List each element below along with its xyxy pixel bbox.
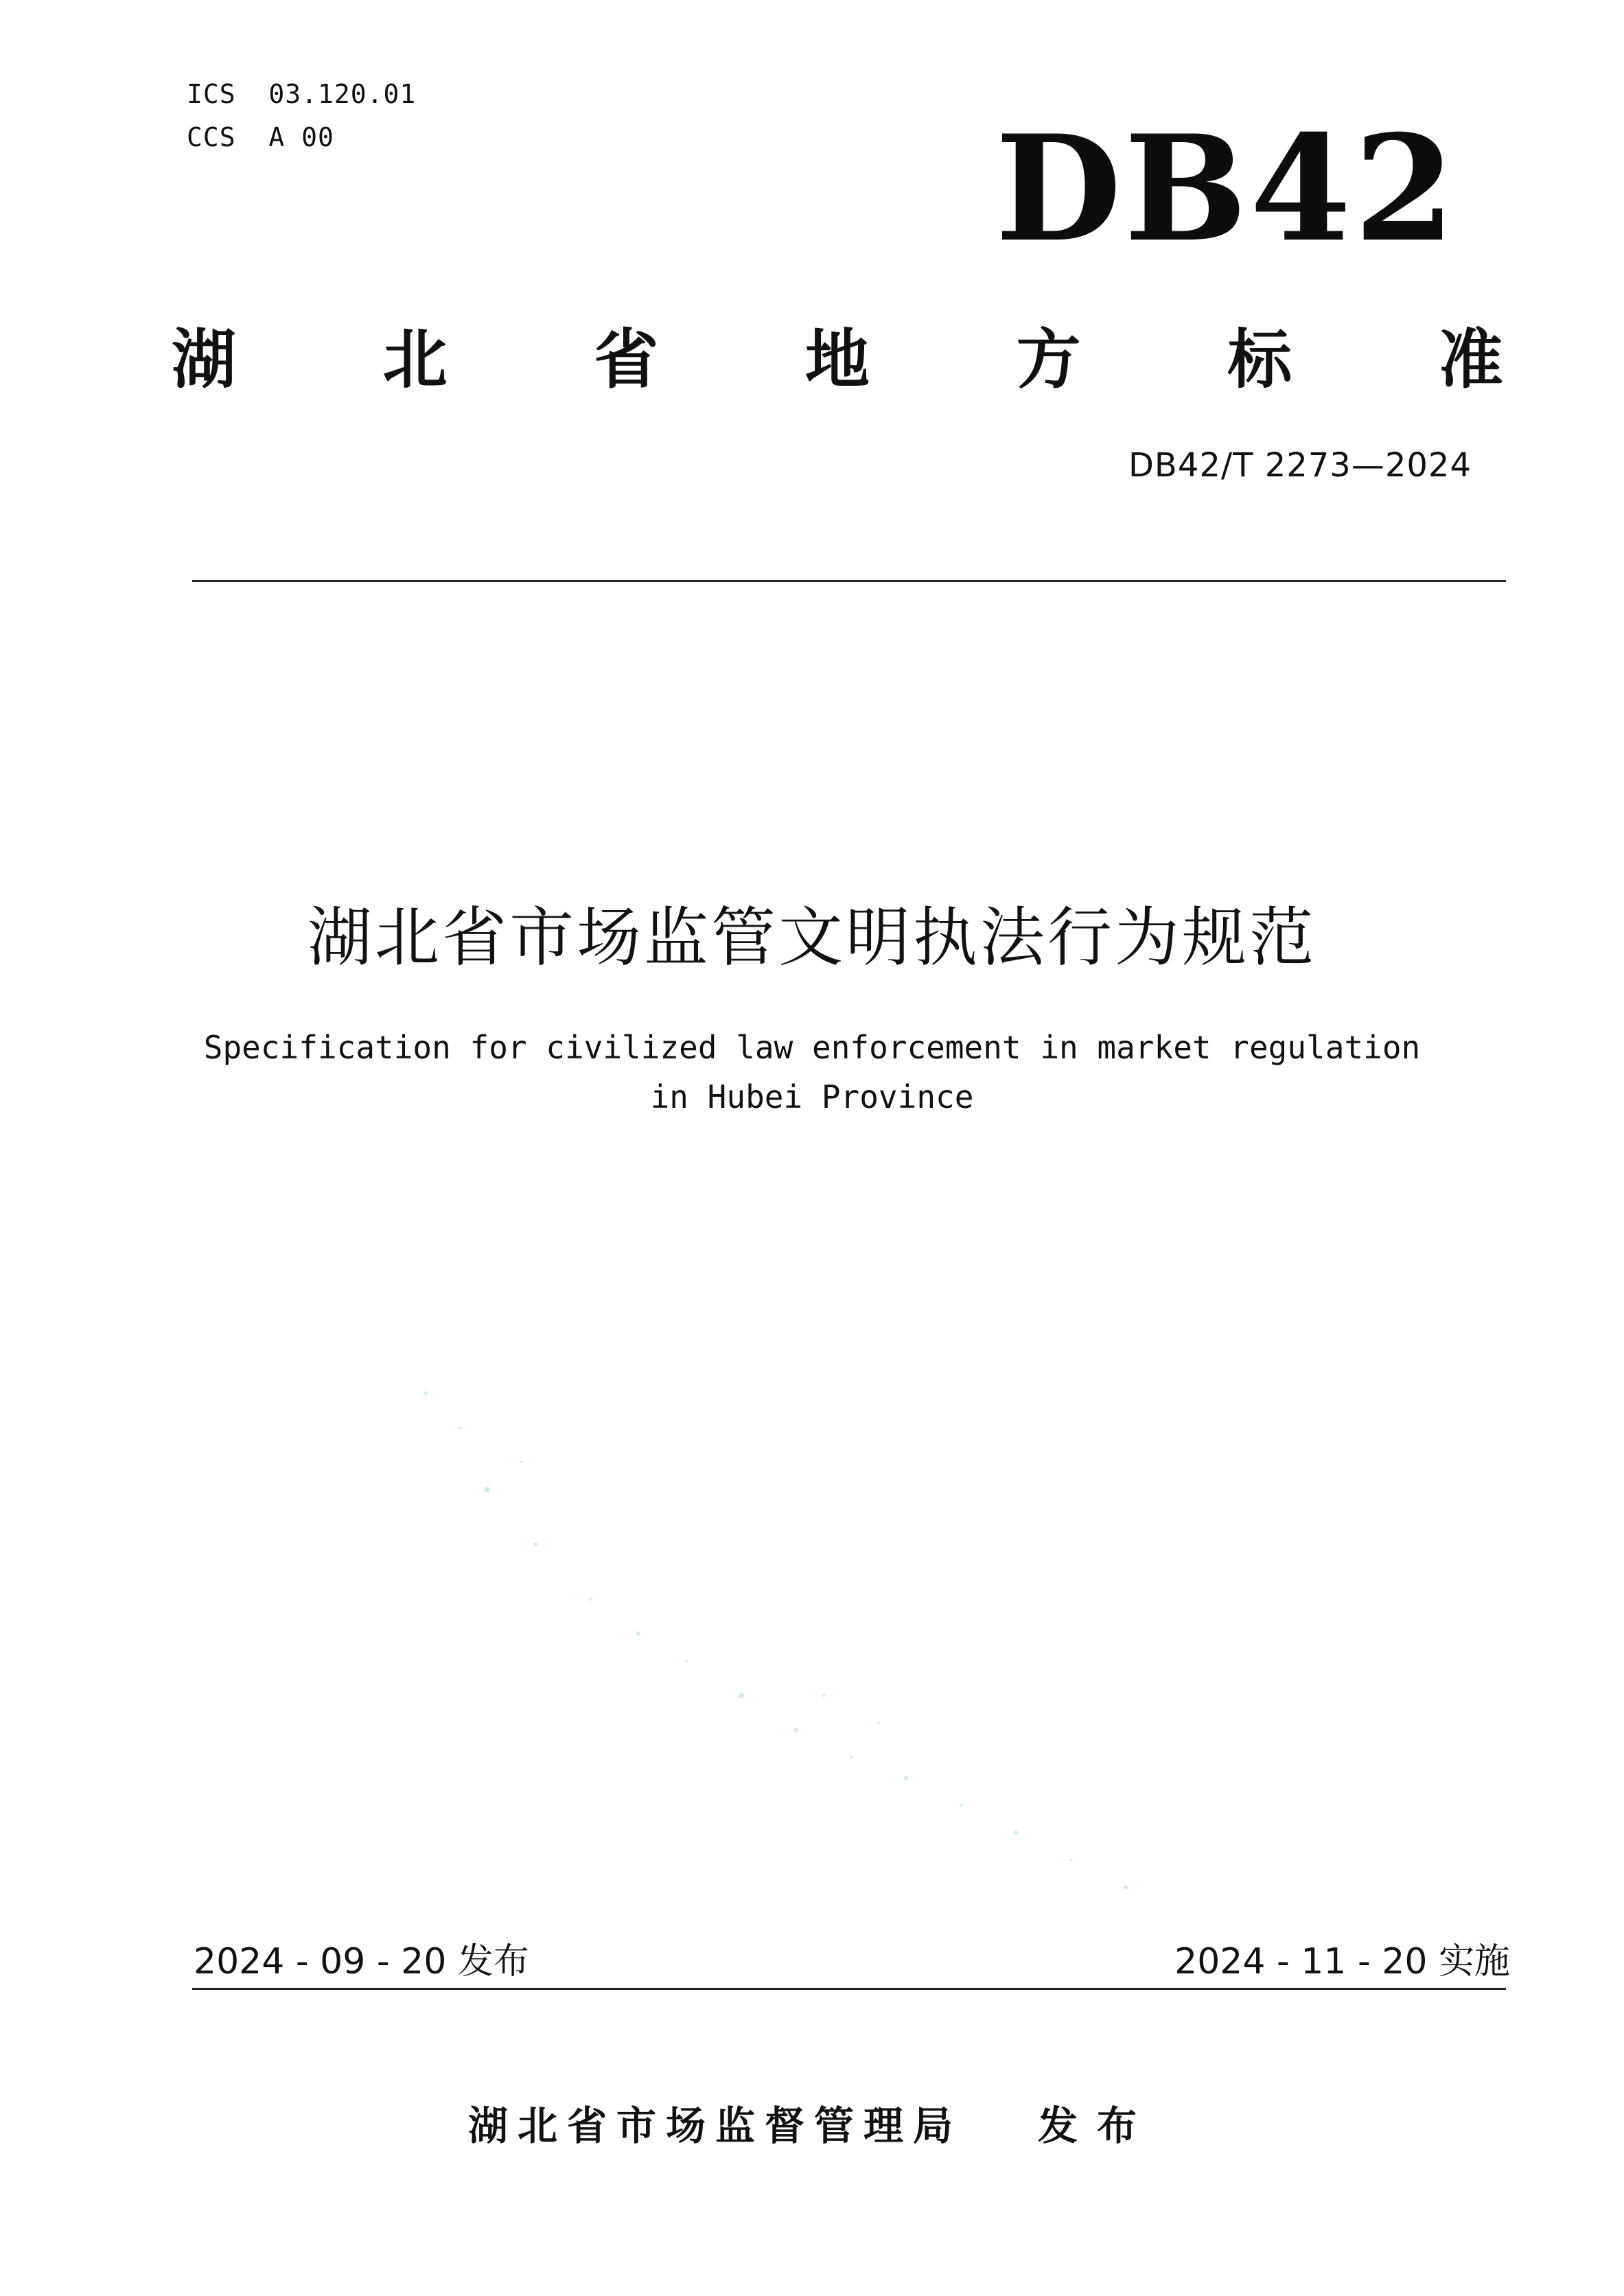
- db42-mark: DB42: [995, 103, 1459, 274]
- title-english-line: in Hubei Province: [650, 1078, 974, 1115]
- standard-type-char: 省: [594, 322, 659, 397]
- title-english: [137, 1023, 1487, 1122]
- faint-watermark: [384, 1338, 1277, 1956]
- standard-type-char: 方: [1016, 322, 1081, 397]
- publisher-action: 发布: [1038, 2102, 1157, 2149]
- standard-number: DB42/T 2273—2024: [1128, 446, 1472, 485]
- standard-type-heading: [172, 312, 1503, 395]
- standard-type-char: 北: [382, 322, 448, 397]
- issue-date: 2024 - 09 - 20 发布: [194, 1941, 529, 1982]
- publisher-organization: 湖北省市场监督管理局: [467, 2102, 962, 2149]
- implementation-date: 2024 - 11 - 20 实施: [1174, 1941, 1510, 1982]
- standard-type-char: 地: [804, 322, 870, 397]
- bottom-divider: [192, 1988, 1506, 1990]
- top-divider: [192, 580, 1506, 582]
- publisher-line: [0, 2094, 1624, 2151]
- standard-type-char: 标: [1227, 322, 1292, 397]
- ics-code: ICS 03.120.01: [187, 79, 417, 109]
- ccs-code: CCS A 00: [187, 122, 334, 152]
- standard-type-char: 湖: [172, 322, 237, 397]
- standard-type-char: 准: [1438, 322, 1503, 397]
- title-english-line: Specification for civilized law enforcement in market regulation: [203, 1029, 1421, 1066]
- title-chinese: 湖北省市场监管文明执法行为规范: [307, 901, 1316, 975]
